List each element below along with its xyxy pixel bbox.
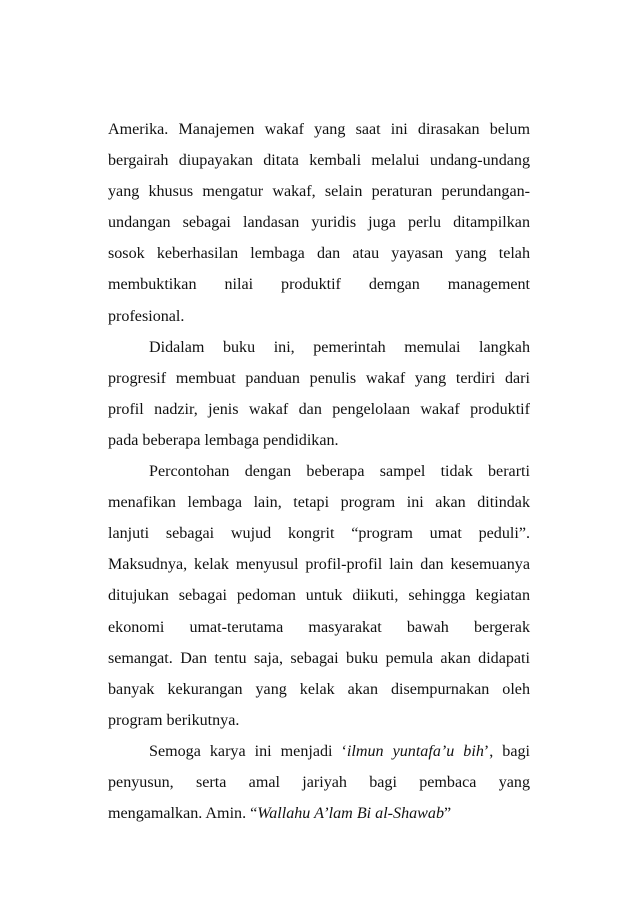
text-segment: program berikutnya.: [108, 711, 240, 729]
text-segment: lanjuti sebagai wujud kongrit “program umat peduli”.: [108, 525, 530, 543]
text-segment: ekonomi umat-terutama masyarakat bawah bergerak: [108, 618, 530, 636]
text-line: [108, 301, 530, 332]
text-line: [108, 580, 530, 611]
text-line: [108, 674, 530, 705]
text-line: [108, 518, 530, 549]
text-line: [108, 269, 530, 300]
text-line: [108, 114, 530, 145]
text-segment: ”: [444, 805, 452, 823]
text-line: [108, 643, 530, 674]
text-segment: undangan sebagai landasan yuridis juga perlu ditampilkan: [108, 214, 530, 232]
body-text: [108, 114, 530, 829]
text-segment: banyak kekurangan yang kelak akan disempurnakan oleh: [108, 680, 530, 698]
paragraph-first-line: [108, 736, 530, 767]
text-line: [108, 612, 530, 643]
text-line: [108, 767, 530, 798]
text-line: [108, 549, 530, 580]
text-segment: ’, bagi: [483, 742, 530, 760]
text-line: [108, 176, 530, 207]
text-segment: menafikan lembaga lain, tetapi program ini akan ditindak: [108, 494, 530, 512]
text-segment: profesional.: [108, 307, 185, 325]
text-segment: Percontohan dengan beberapa sampel tidak berarti: [149, 463, 530, 481]
text-line: [108, 798, 530, 829]
text-segment: yang khusus mengatur wakaf, selain peraturan perundangan-: [108, 183, 530, 201]
text-line: [108, 145, 530, 176]
text-line: [108, 487, 530, 518]
text-segment: membuktikan nilai produktif demgan management: [108, 276, 530, 294]
text-segment: profil nadzir, jenis wakaf dan pengelolaan wakaf produktif: [108, 400, 530, 418]
text-segment: Amerika. Manajemen wakaf yang saat ini dirasakan belum: [108, 121, 530, 138]
text-segment: mengamalkan. Amin. “: [108, 805, 258, 823]
text-segment: Maksudnya, kelak menyusul profil-profil lain dan kesemuanya: [108, 556, 530, 574]
text-segment: penyusun, serta amal jariyah bagi pembaca yang: [108, 773, 530, 791]
text-line: [108, 705, 530, 736]
text-segment: semangat. Dan tentu saja, sebagai buku pemula akan didapati: [108, 649, 530, 667]
text-line: [108, 363, 530, 394]
italic-phrase: Wallahu A’lam Bi al-Shawab: [257, 805, 445, 823]
italic-phrase: ilmun yuntafa’u bih: [346, 742, 484, 760]
text-line: [108, 425, 530, 456]
text-segment: ditujukan sebagai pedoman untuk diikuti, sehingga kegiatan: [108, 587, 530, 605]
text-segment: Didalam buku ini, pemerintah memulai langkah: [149, 338, 530, 356]
paragraph-first-line: [108, 332, 530, 363]
text-segment: sosok keberhasilan lembaga dan atau yayasan yang telah: [108, 245, 530, 263]
text-line: [108, 207, 530, 238]
text-line: [108, 394, 530, 425]
text-segment: Semoga karya ini menjadi ‘: [149, 742, 347, 760]
text-segment: progresif membuat panduan penulis wakaf yang terdiri dari: [108, 369, 530, 387]
paragraph-first-line: [108, 456, 530, 487]
text-segment: bergairah diupayakan ditata kembali melalui undang-undang: [108, 152, 530, 170]
text-segment: pada beberapa lembaga pendidikan.: [108, 431, 339, 449]
text-line: [108, 238, 530, 269]
